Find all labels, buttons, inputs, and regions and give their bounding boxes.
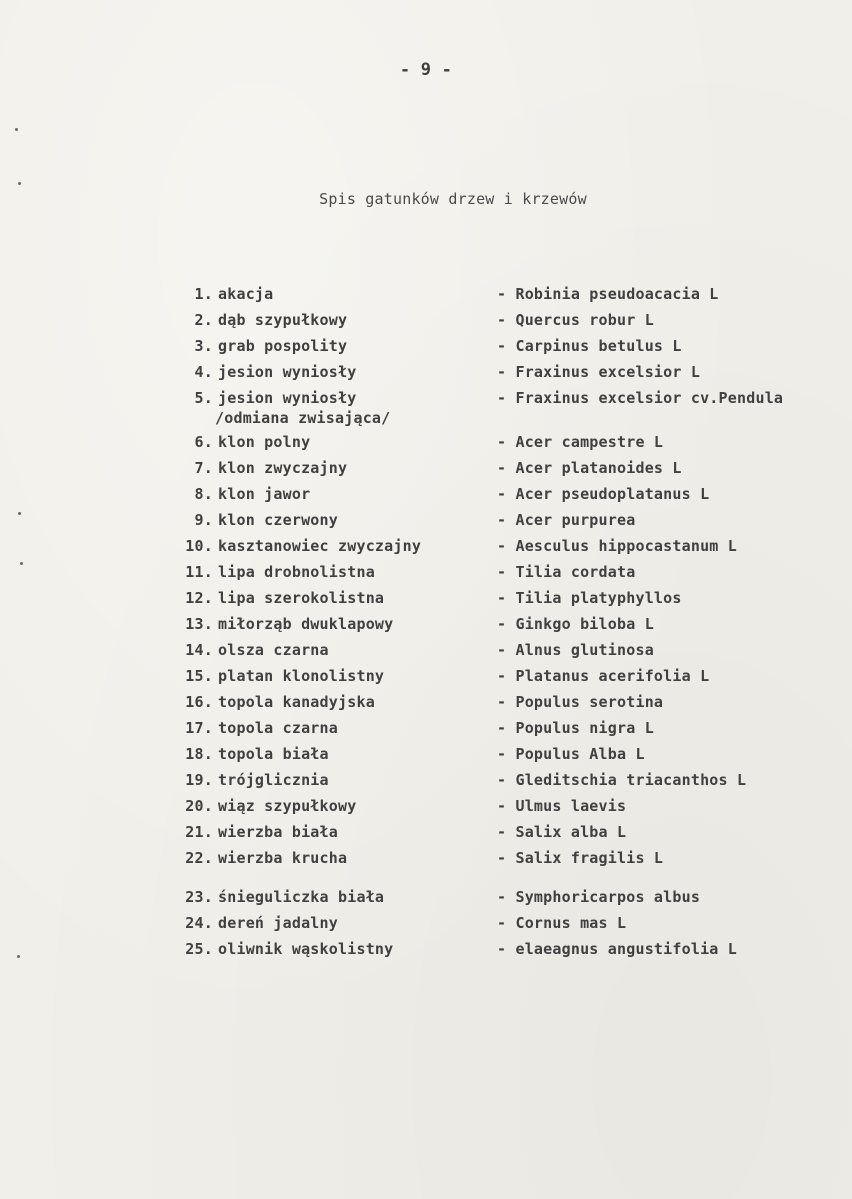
species-latin-name: - Aesculus hippocastanum L <box>497 537 737 555</box>
species-polish-name: grab pospolity <box>218 337 348 355</box>
page-number: - 9 - <box>399 60 453 80</box>
species-polish-name: klon czerwony <box>218 511 338 529</box>
species-row <box>0 797 852 819</box>
species-latin-name: - Carpinus betulus L <box>497 337 682 355</box>
species-polish-name-line2: /odmiana zwisająca/ <box>215 409 391 427</box>
species-row <box>0 940 852 962</box>
species-latin-name: - elaeagnus angustifolia L <box>497 940 737 958</box>
species-polish-name: kasztanowiec zwyczajny <box>218 537 422 555</box>
species-latin-name: - Fraxinus excelsior L <box>497 363 701 381</box>
species-polish-name: wierzba biała <box>218 823 338 841</box>
species-polish-name: dereń jadalny <box>218 914 338 932</box>
species-row <box>0 745 852 767</box>
species-number: 25. <box>185 940 213 958</box>
species-row <box>0 771 852 793</box>
species-number: 24. <box>185 914 213 932</box>
species-latin-name: - Ginkgo biloba L <box>497 615 654 633</box>
species-number: 17. <box>185 719 213 737</box>
species-polish-name: jesion wyniosły <box>218 389 357 407</box>
species-polish-name: topola kanadyjska <box>218 693 375 711</box>
species-latin-name: - Cornus mas L <box>497 914 627 932</box>
species-number: 23. <box>185 888 213 906</box>
species-number: 18. <box>185 745 213 763</box>
species-row <box>0 563 852 585</box>
species-polish-name: wiąz szypułkowy <box>218 797 357 815</box>
species-latin-name: - Ulmus laevis <box>497 797 627 815</box>
species-polish-name: wierzba krucha <box>218 849 348 867</box>
species-number: 8. <box>194 485 213 503</box>
species-number: 6. <box>194 433 213 451</box>
species-row <box>0 667 852 689</box>
species-row <box>0 311 852 333</box>
species-polish-name: klon zwyczajny <box>218 459 348 477</box>
margin-mark <box>20 562 23 565</box>
species-polish-name: dąb szypułkowy <box>218 311 348 329</box>
species-number: 4. <box>194 363 213 381</box>
species-polish-name: śnieguliczka biała <box>218 888 385 906</box>
species-number: 22. <box>185 849 213 867</box>
species-row <box>0 363 852 385</box>
species-latin-name: - Gleditschia triacanthos L <box>497 771 747 789</box>
species-polish-name: lipa szerokolistna <box>218 589 385 607</box>
species-row <box>0 615 852 637</box>
species-latin-name: - Platanus acerifolia L <box>497 667 710 685</box>
species-row <box>0 823 852 845</box>
species-latin-name: - Tilia platyphyllos <box>497 589 682 607</box>
species-row <box>0 337 852 359</box>
species-row <box>0 389 852 427</box>
species-row <box>0 285 852 307</box>
species-latin-name: - Robinia pseudoacacia L <box>497 285 719 303</box>
species-latin-name: - Acer pseudoplatanus L <box>497 485 710 503</box>
margin-mark <box>18 512 21 515</box>
species-polish-name: olsza czarna <box>218 641 329 659</box>
margin-mark <box>17 955 20 958</box>
species-number: 2. <box>194 311 213 329</box>
species-number: 10. <box>185 537 213 555</box>
species-row <box>0 459 852 481</box>
species-number: 19. <box>185 771 213 789</box>
species-polish-name: klon polny <box>218 433 311 451</box>
species-row <box>0 641 852 663</box>
species-number: 16. <box>185 693 213 711</box>
species-polish-name: lipa drobnolistna <box>218 563 375 581</box>
species-number: 14. <box>185 641 213 659</box>
species-latin-name: - Symphoricarpos albus <box>497 888 701 906</box>
species-row <box>0 589 852 611</box>
species-number: 7. <box>194 459 213 477</box>
species-polish-name: oliwnik wąskolistny <box>218 940 394 958</box>
species-number: 15. <box>185 667 213 685</box>
species-latin-name: - Salix alba L <box>497 823 627 841</box>
species-number: 3. <box>194 337 213 355</box>
document-title: Spis gatunków drzew i krzewów <box>319 190 587 208</box>
species-row <box>0 849 852 871</box>
species-latin-name: - Populus Alba L <box>497 745 645 763</box>
species-latin-name: - Acer purpurea <box>497 511 636 529</box>
margin-mark <box>18 182 21 185</box>
species-row <box>0 719 852 741</box>
species-number: 9. <box>194 511 213 529</box>
species-polish-name: klon jawor <box>218 485 311 503</box>
species-number: 20. <box>185 797 213 815</box>
species-row <box>0 485 852 507</box>
species-polish-name: topola biała <box>218 745 329 763</box>
species-latin-name: - Populus nigra L <box>497 719 654 737</box>
species-number: 12. <box>185 589 213 607</box>
species-latin-name: - Salix fragilis L <box>497 849 664 867</box>
species-latin-name: - Acer campestre L <box>497 433 664 451</box>
species-polish-name: topola czarna <box>218 719 338 737</box>
species-row <box>0 914 852 936</box>
species-row <box>0 693 852 715</box>
species-latin-name: - Populus serotina <box>497 693 664 711</box>
species-polish-name: miłorząb dwuklapowy <box>218 615 394 633</box>
species-polish-name: platan klonolistny <box>218 667 385 685</box>
species-row <box>0 433 852 455</box>
species-row <box>0 511 852 533</box>
species-latin-name: - Fraxinus excelsior cv.Pendula <box>497 389 784 407</box>
species-number: 21. <box>185 823 213 841</box>
species-row <box>0 537 852 559</box>
species-polish-name: trójglicznia <box>218 771 329 789</box>
species-latin-name: - Quercus robur L <box>497 311 654 329</box>
species-polish-name: jesion wyniosły <box>218 363 357 381</box>
species-latin-name: - Tilia cordata <box>497 563 636 581</box>
margin-mark <box>15 128 18 131</box>
species-polish-name: akacja <box>218 285 274 303</box>
species-number: 1. <box>194 285 213 303</box>
species-latin-name: - Acer platanoides L <box>497 459 682 477</box>
species-latin-name: - Alnus glutinosa <box>497 641 654 659</box>
species-number: 5. <box>194 389 213 407</box>
species-number: 13. <box>185 615 213 633</box>
species-number: 11. <box>185 563 213 581</box>
species-row <box>0 888 852 910</box>
